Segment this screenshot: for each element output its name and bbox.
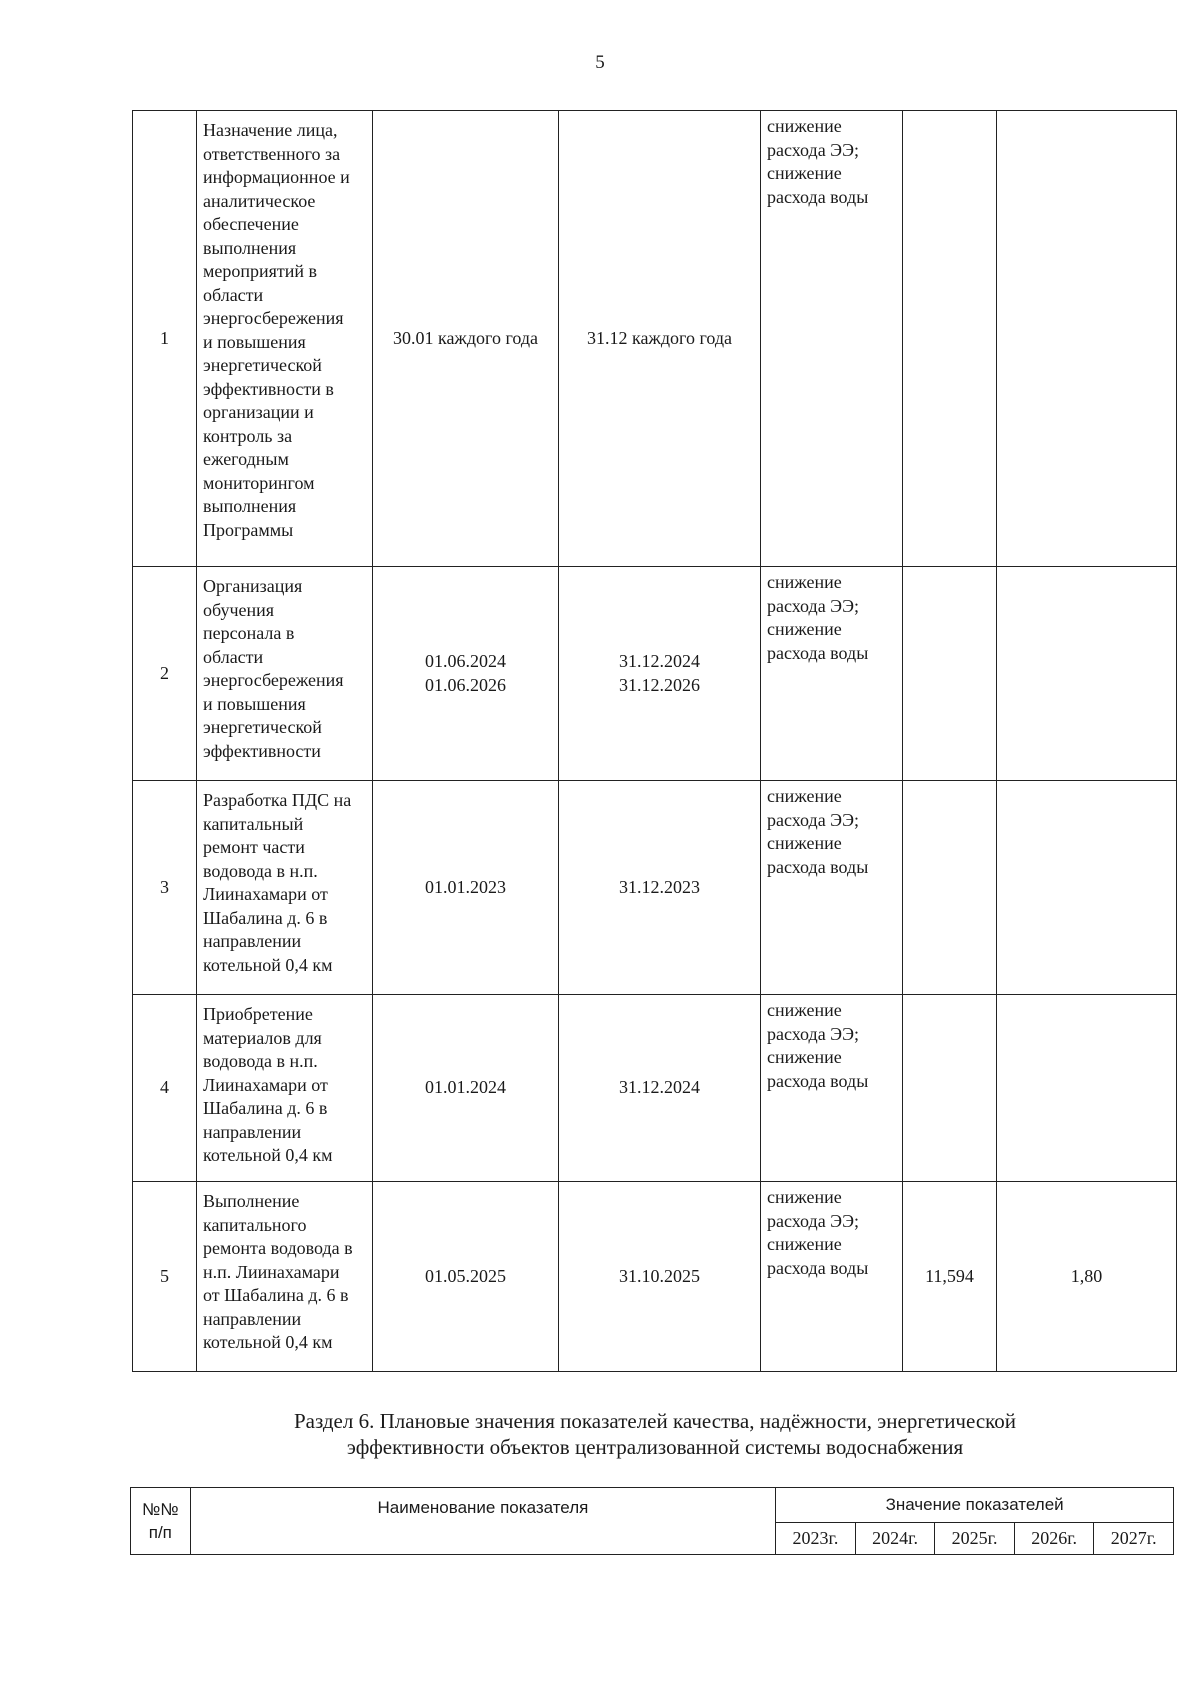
end-date-line: 31.12.2023 (619, 876, 700, 897)
measure-name-line: материалов для (203, 1027, 322, 1048)
measure-name-line: ремонт части (203, 837, 305, 857)
start-date-line: 01.05.2025 (425, 1265, 506, 1286)
measure-end-date (559, 1182, 761, 1372)
effect-line: снижение (767, 619, 842, 639)
section-title-line-2: эффективности объектов централизованной системы водоснабжения (346, 1435, 964, 1459)
measure-number: 2 (133, 567, 197, 781)
effect-line: снижение (767, 1047, 842, 1067)
measure-value-1 (903, 567, 997, 781)
measure-name (197, 781, 373, 995)
effect-line: снижение (767, 833, 842, 853)
effect-line: снижение (767, 1187, 842, 1207)
measure-name-line: капитального (203, 1214, 307, 1235)
measure-effect (761, 781, 903, 995)
indicators-table (130, 1487, 1174, 1555)
page-number: 5 (595, 52, 605, 73)
measure-row (133, 781, 1177, 995)
indicators-header-row (131, 1488, 1174, 1523)
measure-start-date (373, 567, 559, 781)
measure-effect (761, 1182, 903, 1372)
header-num-cell (131, 1488, 191, 1555)
measure-row (133, 567, 1177, 781)
measure-name-line: ответственного за (203, 143, 341, 164)
measure-end-date (559, 567, 761, 781)
measure-row (133, 1182, 1177, 1372)
measure-name-line: направлении (203, 1308, 302, 1329)
measure-value-2: 1,80 (997, 1182, 1177, 1372)
measure-value-2 (997, 995, 1177, 1182)
start-date-line: 30.01 каждого года (392, 327, 539, 348)
measure-name-line: Назначение лица, (203, 120, 338, 140)
measure-value-2 (997, 111, 1177, 567)
measure-name (197, 995, 373, 1182)
start-date-line: 01.01.2023 (425, 876, 506, 897)
measure-name-line: Лиинахамари от (203, 884, 328, 904)
measure-name-line: Разработка ПДС на (203, 790, 352, 810)
measure-name-line: н.п. Лиинахамари (203, 1261, 340, 1282)
measure-name (197, 567, 373, 781)
measure-name-line: мероприятий в (203, 261, 318, 281)
measure-name-line: Выполнение (203, 1191, 300, 1211)
start-date-line: 01.06.2024 (425, 651, 506, 671)
measure-name-line: Организация (203, 576, 303, 596)
measure-name-line: организации и (203, 402, 314, 422)
effect-line: расхода воды (767, 1257, 869, 1278)
measure-name (197, 111, 373, 567)
section-title-line-1: Раздел 6. Плановые значения показателей качества, надёжности, энергетической (293, 1409, 1017, 1433)
measure-name-line: ремонта водовода в (203, 1238, 353, 1258)
measure-value-1: 11,594 (903, 1182, 997, 1372)
effect-line: снижение (767, 572, 842, 592)
effect-line: расхода ЭЭ; (767, 809, 859, 830)
measure-effect (761, 111, 903, 567)
measure-name-line: Шабалина д. 6 в (203, 907, 328, 928)
measure-name-line: Лиинахамари от (203, 1074, 328, 1095)
effect-line: расхода воды (767, 1070, 869, 1091)
measure-name-line: котельной 0,4 км (203, 1145, 333, 1165)
measure-name-line: эффективности (203, 740, 321, 761)
measure-row (133, 995, 1177, 1182)
header-num-line-1: №№ (142, 1499, 179, 1519)
measure-name-line: эффективности в (203, 378, 334, 399)
effect-line: расхода воды (767, 642, 869, 663)
measure-name-line: котельной 0,4 км (203, 954, 333, 975)
measures-table (132, 110, 1177, 1372)
measure-number: 3 (133, 781, 197, 995)
effect-line: снижение (767, 786, 842, 806)
measure-name-line: энергосбережения (203, 670, 344, 690)
measure-name-line: Шабалина д. 6 в (203, 1098, 328, 1118)
measure-number: 4 (133, 995, 197, 1182)
measure-name-line: от Шабалина д. 6 в (203, 1285, 349, 1305)
measure-value-2 (997, 781, 1177, 995)
end-date-line: 31.12 каждого года (586, 327, 733, 348)
measure-end-date (559, 995, 761, 1182)
header-name-cell: Наименование показателя (190, 1488, 776, 1555)
effect-line: расхода воды (767, 856, 869, 877)
header-num-line-2: п/п (148, 1523, 172, 1542)
measure-name-line: обучения (203, 599, 275, 620)
end-date-line: 31.12.2024 (619, 651, 700, 671)
effect-line: снижение (767, 116, 842, 136)
measure-name-line: персонала в (203, 623, 295, 643)
measure-effect (761, 567, 903, 781)
measure-name-line: капитальный (203, 813, 304, 834)
measure-value-1 (903, 781, 997, 995)
measure-name-line: направлении (203, 931, 302, 951)
measure-name-line: обеспечение (203, 214, 299, 234)
effect-line: расхода ЭЭ; (767, 139, 859, 160)
end-date-line: 31.10.2025 (619, 1265, 700, 1286)
measure-name-line: и повышения (203, 331, 306, 352)
year-cell: 2025г. (935, 1523, 1015, 1555)
effect-line: снижение (767, 163, 842, 183)
measure-name-line: энергетической (203, 717, 322, 737)
measure-name-line: Программы (203, 519, 294, 540)
measure-start-date (373, 111, 559, 567)
measure-row (133, 111, 1177, 567)
effect-line: снижение (767, 1234, 842, 1254)
measure-name-line: и повышения (203, 693, 306, 714)
measure-start-date (373, 995, 559, 1182)
measure-number: 5 (133, 1182, 197, 1372)
measure-name-line: контроль за (203, 425, 293, 446)
measure-number: 1 (133, 111, 197, 567)
measure-name-line: котельной 0,4 км (203, 1332, 333, 1352)
effect-line: расхода ЭЭ; (767, 1023, 859, 1044)
measure-end-date (559, 781, 761, 995)
header-values-cell: Значение показателей (776, 1488, 1174, 1523)
measure-name-line: ежегодным (203, 449, 289, 469)
year-cell: 2027г. (1094, 1523, 1174, 1555)
end-date-line: 31.12.2026 (619, 674, 700, 695)
measure-name-line: энергетической (203, 355, 322, 375)
year-cell: 2024г. (855, 1523, 935, 1555)
end-date-line: 31.12.2024 (619, 1077, 700, 1098)
measure-name-line: области (203, 646, 264, 667)
measure-name-line: аналитическое (203, 190, 316, 211)
measure-start-date (373, 781, 559, 995)
start-date-line: 01.01.2024 (425, 1077, 506, 1098)
measure-name-line: информационное и (203, 167, 350, 187)
measure-end-date (559, 111, 761, 567)
effect-line: расхода ЭЭ; (767, 595, 859, 616)
start-date-line: 01.06.2026 (425, 674, 506, 695)
measure-value-2 (997, 567, 1177, 781)
measure-effect (761, 995, 903, 1182)
measure-name-line: выполнения (203, 237, 297, 258)
measure-name-line: выполнения (203, 496, 297, 516)
measure-name-line: направлении (203, 1121, 302, 1142)
measure-start-date (373, 1182, 559, 1372)
measure-name (197, 1182, 373, 1372)
measure-name-line: мониторингом (203, 472, 315, 493)
measure-name-line: области (203, 284, 264, 305)
measure-name-line: водовода в н.п. (203, 1051, 318, 1071)
measure-name-line: энергосбережения (203, 308, 344, 328)
effect-line: снижение (767, 1000, 842, 1020)
section-title (130, 1408, 1180, 1460)
measure-name-line: Приобретение (203, 1004, 313, 1024)
measure-value-1 (903, 111, 997, 567)
effect-line: расхода ЭЭ; (767, 1210, 859, 1231)
measure-name-line: водовода в н.п. (203, 860, 318, 881)
year-cell: 2023г. (776, 1523, 856, 1555)
measure-value-1 (903, 995, 997, 1182)
year-cell: 2026г. (1014, 1523, 1094, 1555)
effect-line: расхода воды (767, 186, 869, 207)
